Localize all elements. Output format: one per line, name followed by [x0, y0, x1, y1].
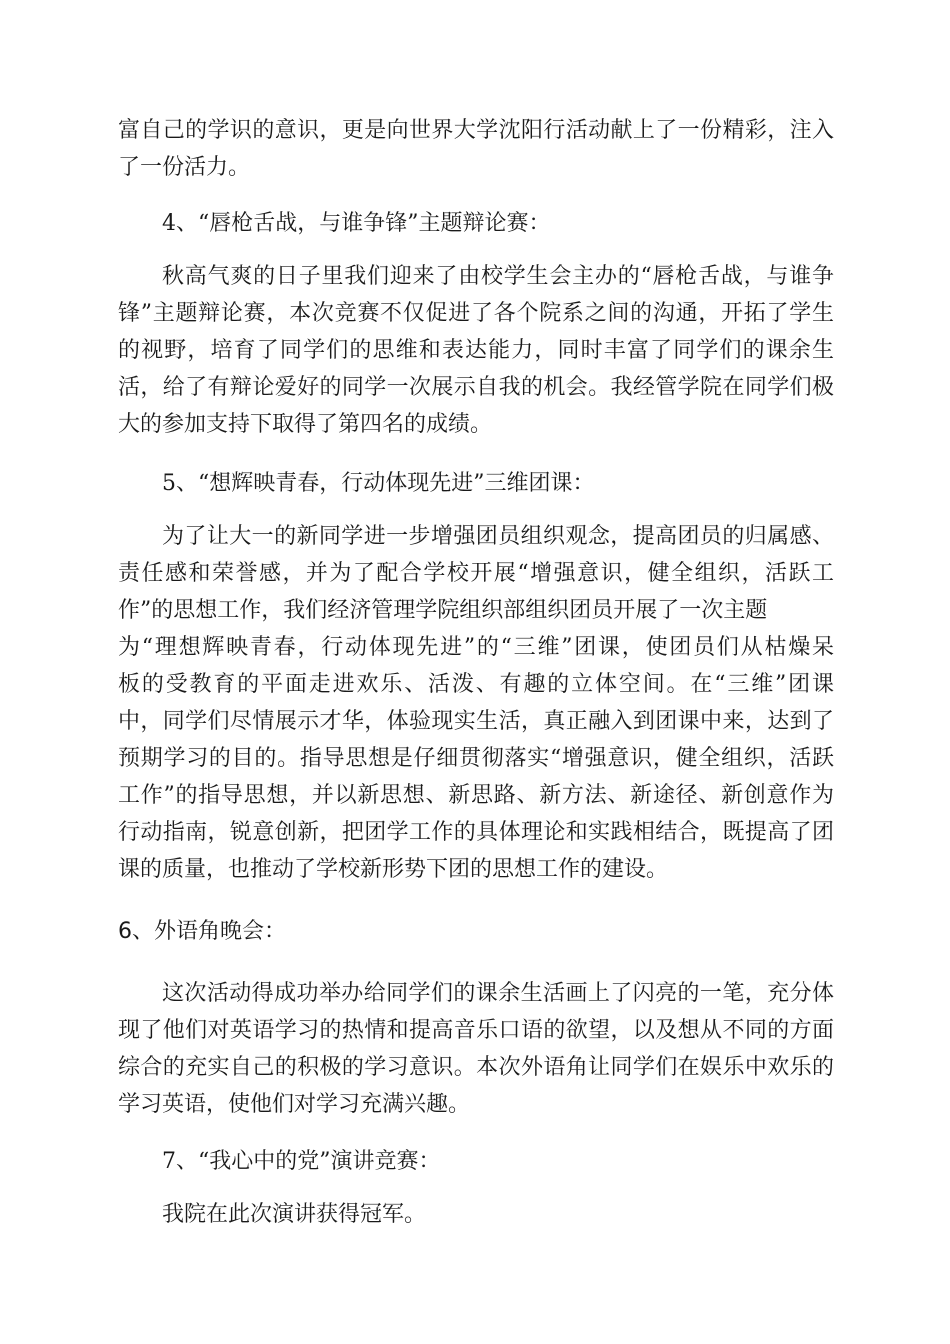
paragraph-line: 秋高气爽的日子里我们迎来了由校学生会主办的“唇枪舌战，与谁争: [162, 264, 834, 289]
paragraph-line: 了一份活力。: [118, 155, 251, 180]
paragraph-line: 现了他们对英语学习的热情和提高音乐口语的欲望，以及想从不同的方面: [118, 1018, 834, 1043]
paragraph-line: 富自己的学识的意识，更是向世界大学沈阳行活动献上了一份精彩，注入: [118, 118, 834, 143]
section-4-heading-block: [118, 205, 834, 242]
paragraph-line: 课的质量，也推动了学校新形势下团的思想工作的建设。: [118, 857, 669, 882]
paragraph-line: 为了让大一的新同学进一步增强团员组织观念，提高团员的归属感、: [162, 524, 834, 549]
paragraph-line: 综合的充实自己的积极的学习意识。本次外语角让同学们在娱乐中欢乐的: [118, 1055, 834, 1080]
section-heading: 6、外语角晚会：: [118, 919, 286, 944]
paragraph-line: 行动指南，锐意创新，把团学工作的具体理论和实践相结合，既提高了团: [118, 820, 834, 845]
section-heading: 5、“想辉映青春，行动体现先进”三维团课：: [162, 471, 595, 496]
paragraph-line: 板的受教育的平面走进欢乐、活泼、有趣的立体空间。在“三维”团课: [118, 672, 834, 697]
section-6-heading-block: [118, 913, 834, 950]
section-6-paragraph: [118, 975, 834, 1123]
paragraph-line: 的视野，培育了同学们的思维和表达能力，同时丰富了同学们的课余生: [118, 338, 834, 363]
section-5-paragraph: [118, 518, 834, 888]
section-5-heading-block: [118, 465, 834, 502]
section-7-paragraph: [118, 1196, 834, 1233]
section-4-paragraph: [118, 258, 834, 443]
paragraph-line: 为“理想辉映青春，行动体现先进”的“三维”团课，使团员们从枯燥呆: [118, 635, 834, 660]
paragraph-line: 中，同学们尽情展示才华，体验现实生活，真正融入到团课中来，达到了: [118, 709, 834, 734]
paragraph-line: 工作”的指导思想，并以新思想、新思路、新方法、新途径、新创意作为: [118, 783, 834, 808]
paragraph-line: 作”的思想工作，我们经济管理学院组织部组织团员开展了一次主题: [118, 598, 768, 623]
paragraph-line: 预期学习的目的。指导思想是仔细贯彻落实“增强意识，健全组织，活跃: [118, 746, 834, 771]
paragraph-line: 锋”主题辩论赛，本次竞赛不仅促进了各个院系之间的沟通，开拓了学生: [118, 301, 834, 326]
paragraph-line: 这次活动得成功举办给同学们的课余生活画上了闪亮的一笔，充分体: [162, 981, 834, 1006]
section-7-heading-block: [118, 1143, 834, 1180]
paragraph-line: 学习英语，使他们对学习充满兴趣。: [118, 1092, 471, 1117]
section-heading: 7、“我心中的党”演讲竞赛：: [162, 1149, 441, 1174]
section-heading: 4、“唇枪舌战，与谁争锋”主题辩论赛：: [162, 211, 551, 236]
intro-paragraph: [118, 112, 834, 186]
paragraph-line: 大的参加支持下取得了第四名的成绩。: [118, 412, 493, 437]
paragraph-line: 我院在此次演讲获得冠军。: [162, 1202, 427, 1227]
paragraph-line: 活，给了有辩论爱好的同学一次展示自我的机会。我经管学院在同学们极: [118, 375, 834, 400]
paragraph-line: 责任感和荣誉感，并为了配合学校开展“增强意识，健全组织，活跃工: [118, 561, 834, 586]
